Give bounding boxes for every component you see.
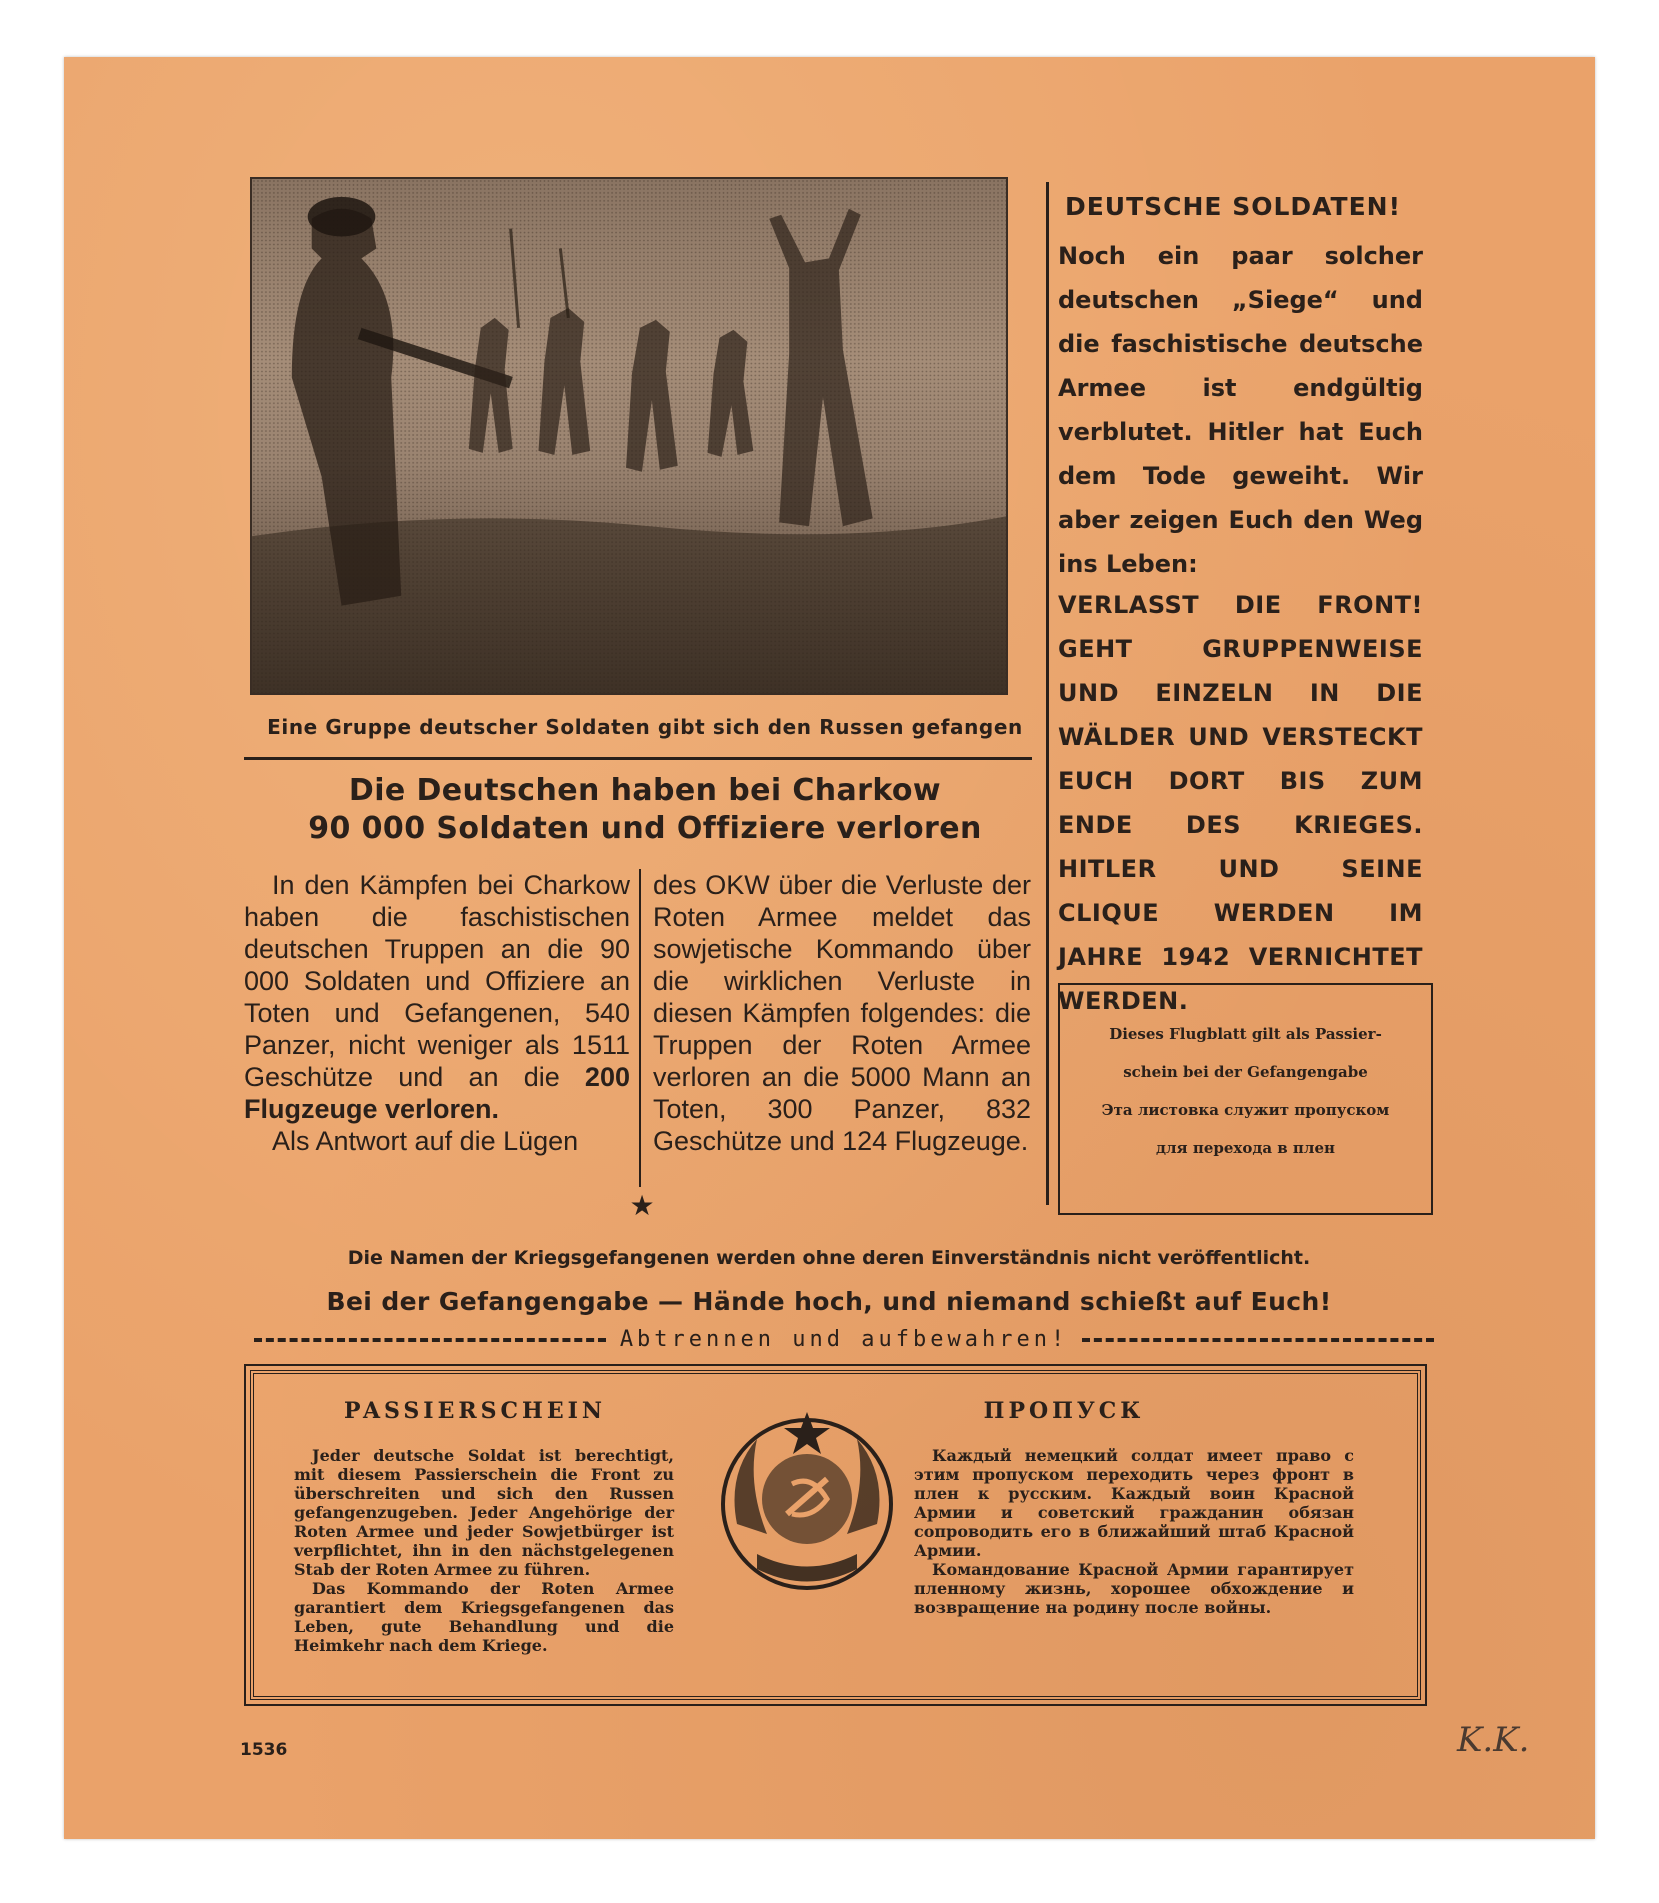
article-col1-text: In den Kämpfen bei Charkow haben die faschistischen deutschen Truppen an die 90 000 Soldaten und Offiziere an Toten und Gefangenen, 540 Panzer, nicht weniger als 1511 Geschütze und an die [244, 870, 630, 1092]
photo-caption: Eine Gruppe deutscher Soldaten gibt sich den Russen gefangen [267, 715, 1023, 739]
cut-dash-right [1082, 1338, 1434, 1342]
photo-surrender [250, 177, 1008, 695]
appeal-text: Noch ein paar solcher deutschen „Siege“ und die faschistische deutsche Armee ist endgültig verblutet. Hitler hat Euch dem Tode geweiht. Wir aber zeigen Euch den Weg ins Leben: [1058, 242, 1423, 578]
article-col1-text-2: Als Antwort auf die Lügen [272, 1126, 579, 1156]
headline-line-2: 90 000 Soldaten und Offiziere verloren [308, 811, 982, 846]
headline-line-1: Die Deutschen haben bei Charkow [348, 773, 942, 808]
appeal-heading: DEUTSCHE SOLDATEN! [1064, 192, 1402, 221]
cut-text: Abtrennen und aufbewahren! [619, 1327, 1069, 1352]
article-headline [250, 772, 1040, 848]
soviet-emblem-icon [717, 1404, 897, 1594]
leaflet-sheet [64, 57, 1595, 1839]
passierschein-box [250, 1370, 1421, 1700]
article-column-1 [244, 869, 630, 1157]
handwritten-initials: K.K. [1457, 1720, 1530, 1760]
cut-line [254, 1327, 1434, 1352]
article-col2-text: des OKW über die Verluste der Roten Armee meldet das sowjetische Kommando über die wirklichen Verluste in diesen Kämpfen folgendes: die Truppen der Roten Armee verloren an die 5000 Mann an Toten, 300 Panzer, 832 Geschütze und 124 Flugzeuge. [653, 870, 1031, 1156]
passierschein-text-de [294, 1446, 674, 1655]
photo-illustration [252, 179, 1006, 693]
passierschein-text-ru [914, 1446, 1354, 1617]
divider-horizontal [244, 757, 1032, 760]
column-divider [639, 869, 641, 1187]
passierschein-de-p1: Jeder deutsche Soldat ist berechtigt, mit diesem Passierschein die Front zu überschreiten und sich den Russen gefangenzugeben. Jeder Angehörige der Roten Armee und jeder Sowjetbürger ist verpflichtet, ihn in den nächstgelegenen Stab der Roten Armee zu führen. [294, 1446, 674, 1579]
passierschein-ru-p2: Командование Красной Армии гарантирует пленному жизнь, хорошее обхождение и возвращение на родину после войны. [914, 1560, 1354, 1617]
hands-up-line: Bei der Gefangengabe — Hände hoch, und niemand schießt auf Euch! [326, 1287, 1332, 1316]
star-ornament: ★ [629, 1189, 655, 1222]
appeal-call: VERLASST DIE FRONT! GEHT GRUPPENWEISE UND EINZELN IN DIE WÄLDER UND VERSTECKT EUCH DORT BIS ZUM ENDE DES KRIEGES. HITLER UND SEINE CLIQUE WERDEN IM JAHRE 1942 VERNICHTET WERDEN. [1058, 591, 1423, 1015]
pass-note-box [1058, 983, 1433, 1215]
divider-vertical [1046, 182, 1049, 1205]
pass-note-de-1: Dieses Flugblatt gilt als Passier- [1109, 1025, 1382, 1043]
pass-note-de-2: schein bei der Gefangengabe [1123, 1063, 1368, 1081]
cut-dash-left [254, 1338, 606, 1342]
article-col1-bold: 200 Flugzeuge verloren. [244, 1062, 630, 1124]
passierschein-ru-p1: Каждый немецкий солдат имеет право с этим пропуском переходить через фронт в плен к русским. Каждый воин Красной Армии и советский гражданин обязан сопроводить его в ближайший штаб Красной Армии. [914, 1446, 1354, 1560]
passierschein-title-ru: ПРОПУСК [983, 1398, 1145, 1424]
passierschein-de-p2: Das Kommando der Roten Armee garantiert dem Kriegsgefangenen das Leben, gute Behandlung und die Heimkehr nach dem Kriege. [294, 1579, 674, 1655]
passierschein-title-de: PASSIERSCHEIN [344, 1398, 606, 1424]
pass-note-ru-2: для перехода в плен [1155, 1139, 1336, 1157]
names-note: Die Namen der Kriegsgefangenen werden ohne deren Einverständnis nicht veröffentlicht. [347, 1247, 1311, 1269]
print-code: 1536 [240, 1740, 288, 1760]
pass-note-ru-1: Эта листовка служит пропуском [1101, 1101, 1390, 1119]
article-column-2 [653, 869, 1031, 1157]
